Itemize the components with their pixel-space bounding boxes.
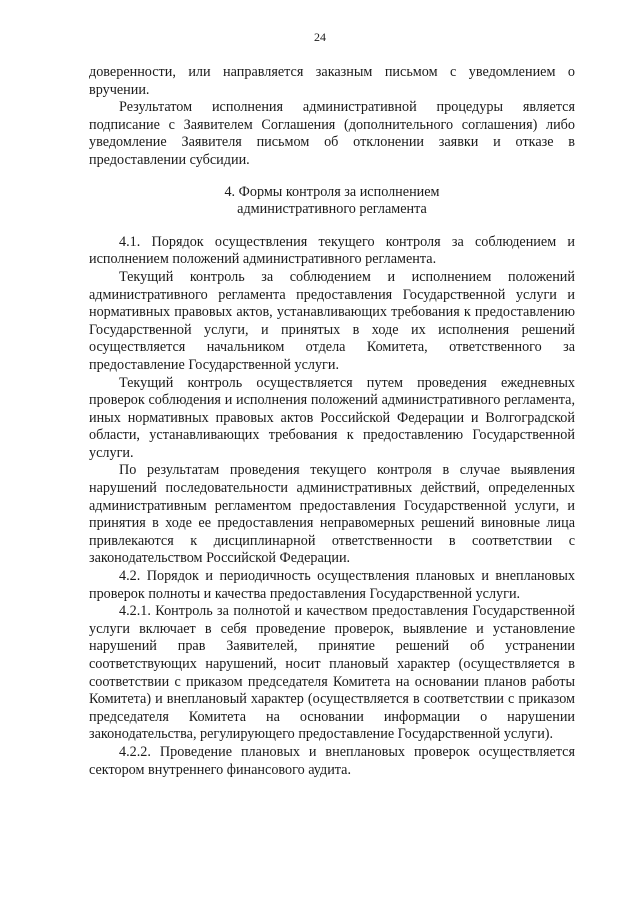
section-heading-line-1: 4. Формы контроля за исполнением xyxy=(224,183,440,200)
paragraph-delivery: доверенности, или направляется заказным письмом с уведомлением о вручении. xyxy=(89,64,575,98)
paragraph-4-2-2: 4.2.2. Проведение плановых и внеплановых проверок осуществляется сектором внутреннего финансового аудита. xyxy=(89,743,575,778)
paragraph-current-control: Текущий контроль за соблюдением и исполнением положений административного регламента предоставления Государственной услуги и нормативных правовых актов, устанавливающих требования к предоставлению Государственной услуги, и принятых в ходе их исполнения решений осуществляется начальником отдела Комитета, ответственного за предоставление Государственной услуги. xyxy=(89,268,575,373)
paragraph-4-2-1: 4.2.1. Контроль за полнотой и качеством предоставления Государственной услуги включает в себя проведение проверок, выявление и установление нарушений прав Заявителей, принятие решений об устранении соответствующих нарушений, носит плановый характер (осуществляется в соответствии с приказом председателя Комитета на основании планов работы Комитета) и внеплановый характер (осуществляется в соответствии с приказом председателя Комитета на основании информации о нарушении законодательства, регулирующего предоставление Государственной услуги). xyxy=(89,603,575,743)
document-body xyxy=(89,64,575,779)
paragraph-4-1: 4.1. Порядок осуществления текущего контроля за соблюдением и исполнением положений административного регламента. xyxy=(89,233,575,268)
page-number: 24 xyxy=(314,30,326,44)
section-heading xyxy=(89,184,575,219)
section-heading-line-2: административного регламента xyxy=(237,201,427,218)
paragraph-4-2: 4.2. Порядок и периодичность осуществления плановых и внеплановых проверок полноты и качества предоставления Государственной услуги. xyxy=(89,568,575,602)
paragraph-procedure-result: Результатом исполнения административной процедуры является подписание с Заявителем Соглашения (дополнительного соглашения) либо уведомление Заявителя письмом об отклонении заявки и отказе в предоставлении субсидии. xyxy=(89,99,575,168)
paragraph-daily-checks: Текущий контроль осуществляется путем проведения ежедневных проверок соблюдения и исполнения положений административного регламента, иных нормативных правовых актов Российской Федерации и Волгоградской области, устанавливающих требования к предоставлению Государственной услуги. xyxy=(89,374,575,461)
paragraph-control-results: По результатам проведения текущего контроля в случае выявления нарушений последовательности административных действий, определенных административным регламентом предоставления Государственной услуги, и принятия в ходе ее предоставления неправомерных решений виновные лица привлекаются к дисциплинарной ответственности в соответствии с законодательством Российской Федерации. xyxy=(89,462,575,567)
